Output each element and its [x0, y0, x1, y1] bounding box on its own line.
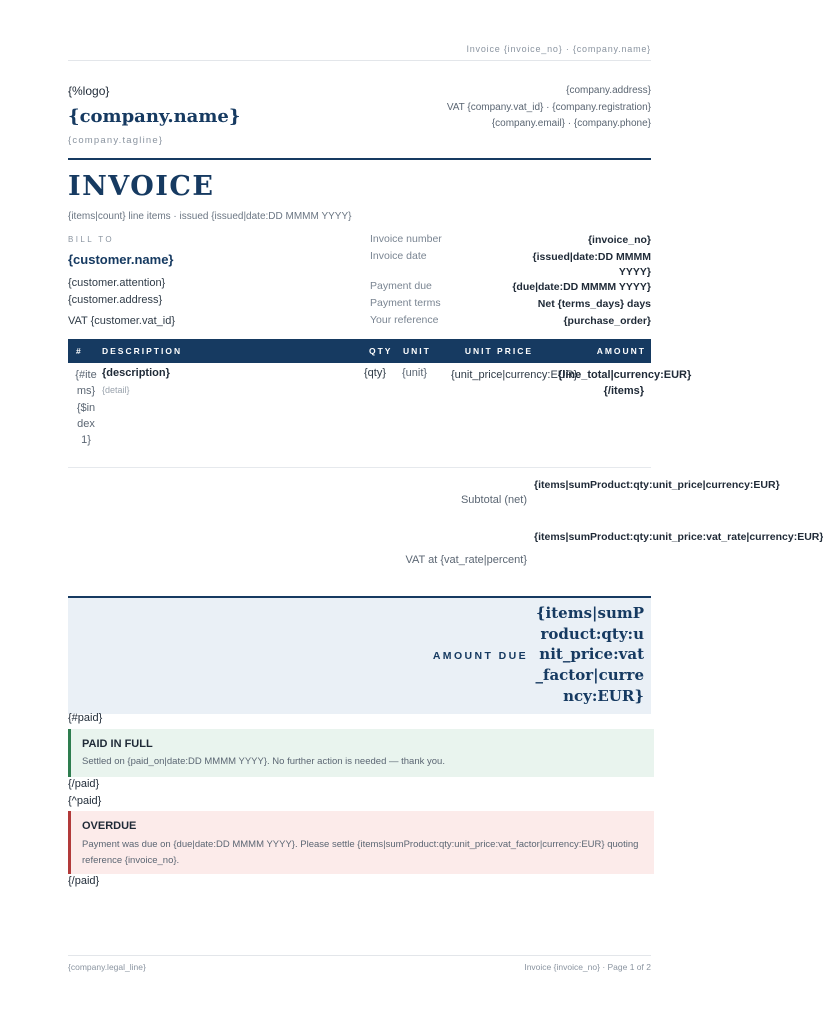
brand-divider — [68, 158, 651, 160]
company-details — [447, 83, 651, 133]
bill-to-label: BILL TO — [68, 235, 115, 244]
footer-page-info: Invoice {invoice_no} · Page 1 of 2 — [524, 962, 651, 972]
unpaid-close-tag: {/paid} — [68, 875, 100, 887]
meta-label: Your reference — [370, 314, 439, 326]
subtotal-value: {items|sumProduct:qty:unit_price|currency:EUR} — [534, 479, 780, 491]
company-vat-registration: VAT {company.vat_id} · {company.registration} — [446, 101, 651, 113]
company-address: {company.address} — [566, 85, 651, 96]
meta-label: Invoice date — [370, 250, 427, 262]
overdue-notice-title: OVERDUE — [82, 820, 137, 832]
company-contact: {company.email} · {company.phone} — [491, 118, 651, 129]
meta-value: {issued|date:DD MMMM YYYY} — [532, 251, 651, 278]
paid-notice — [68, 729, 654, 777]
col-header-qty: QTY — [369, 346, 393, 356]
company-tagline: {company.tagline} — [68, 135, 164, 146]
row-qty: {qty} — [364, 367, 387, 379]
document-title: INVOICE — [68, 171, 215, 202]
col-header-unit-price: UNIT PRICE — [464, 346, 533, 356]
unpaid-open-tag: {^paid} — [68, 795, 102, 807]
row-index: {#items}{$index1} — [75, 369, 97, 447]
overdue-notice — [68, 811, 654, 874]
paid-open-tag: {#paid} — [68, 712, 103, 724]
col-header-amount: AMOUNT — [596, 346, 646, 356]
overdue-notice-body: Payment was due on {due|date:DD MMMM YYYY}. Please settle {items|sumProduct:qty:unit_price:vat_factor|currency:EUR} quoting reference {invoice_no}. — [82, 839, 639, 866]
subtotal-label: Subtotal (net) — [460, 494, 527, 506]
customer-vat: VAT {customer.vat_id} — [68, 315, 176, 327]
customer-contact-block — [68, 275, 165, 308]
meta-value: {invoice_no} — [587, 234, 651, 246]
row-amount: {line_total|currency:EUR}{/items} — [558, 369, 692, 398]
row-description: {description} — [102, 367, 170, 379]
line-items-header — [68, 339, 651, 363]
meta-row-invoice-date — [370, 250, 651, 280]
customer-address: {customer.address} — [68, 293, 163, 306]
meta-value: {due|date:DD MMMM YYYY} — [512, 281, 651, 293]
table-row — [68, 363, 692, 468]
meta-label: Invoice number — [370, 233, 442, 245]
paid-notice-title: PAID IN FULL — [82, 738, 153, 750]
col-header-description: DESCRIPTION — [102, 346, 183, 356]
paid-close-tag: {/paid} — [68, 778, 100, 790]
paid-notice-body: Settled on {paid_on|date:DD MMMM YYYY}. No further action is needed — thank you. — [82, 756, 445, 767]
header-divider — [68, 60, 651, 61]
meta-label: Payment terms — [370, 297, 441, 309]
amount-due-panel — [68, 596, 651, 714]
vat-label: VAT at {vat_rate|percent} — [405, 554, 527, 566]
customer-attention: {customer.attention} — [68, 277, 166, 289]
meta-row-payment-due — [370, 280, 651, 297]
meta-row-invoice-number — [370, 233, 651, 250]
row-unit: {unit} — [402, 367, 428, 379]
amount-due-label: AMOUNT DUE — [432, 650, 528, 662]
meta-label: Payment due — [370, 280, 432, 292]
vat-value: {items|sumProduct:qty:unit_price:vat_rate|currency:EUR} — [534, 531, 823, 543]
customer-name: {customer.name} — [68, 252, 174, 267]
col-header-unit: UNIT — [403, 346, 431, 356]
invoice-meta — [370, 233, 651, 331]
company-name: {company.name} — [68, 106, 241, 127]
meta-value: {purchase_order} — [563, 315, 651, 327]
footer-divider — [68, 955, 651, 956]
running-header: Invoice {invoice_no} · {company.name} — [466, 44, 651, 54]
row-unit-price: {unit_price|currency:EUR} — [451, 369, 578, 381]
row-detail: {detail} — [102, 385, 130, 395]
meta-row-reference — [370, 314, 651, 331]
logo-placeholder: {%logo} — [68, 84, 110, 98]
meta-row-payment-terms — [370, 297, 651, 314]
footer-legal-line: {company.legal_line} — [68, 962, 146, 972]
col-header-index: # — [76, 346, 83, 356]
amount-due-value: {items|sumProduct:qty:unit_price:vat_factor|currency:EUR} — [535, 604, 644, 705]
document-subtitle: {items|count} line items · issued {issued|date:DD MMMM YYYY} — [68, 211, 352, 222]
meta-value: Net {terms_days} days — [537, 298, 651, 310]
